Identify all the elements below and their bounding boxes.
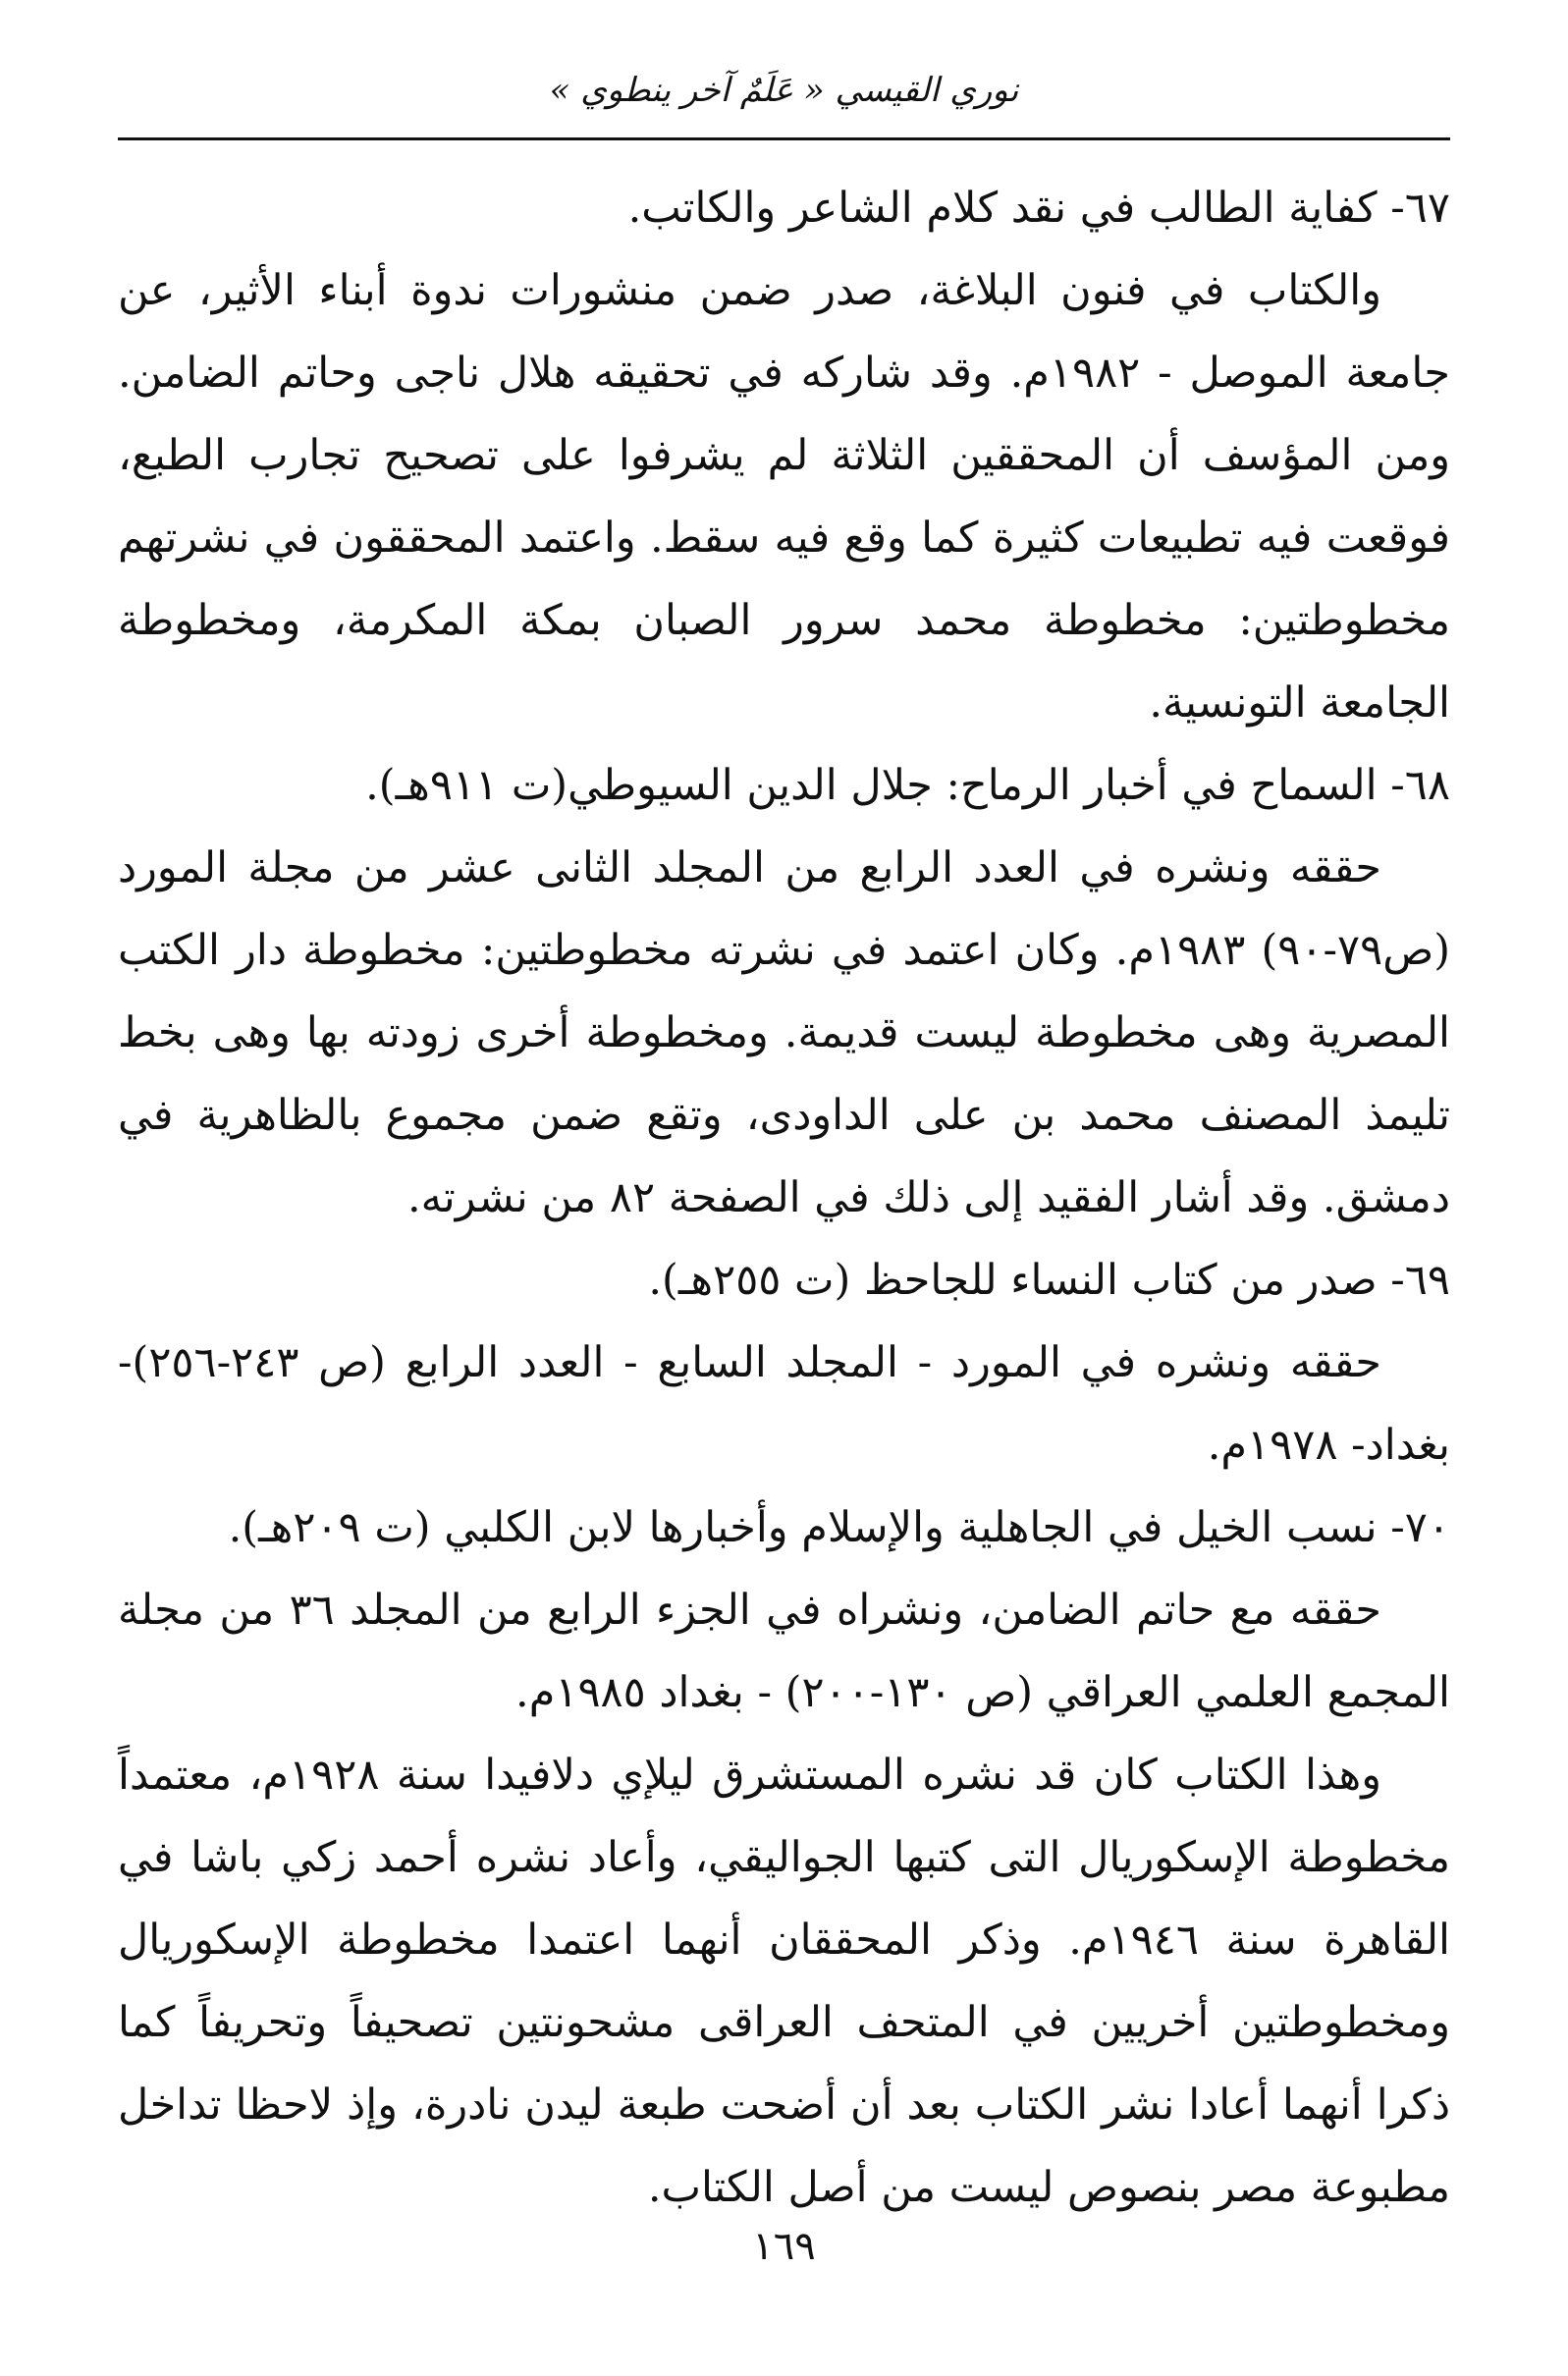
entry-70: ٧٠- نسب الخيل في الجاهلية والإسلام وأخبارها لابن الكلبي (ت ٢٠٩هـ). xyxy=(228,1503,1450,1552)
entry-68: ٦٨- السماح في أخبار الرماح: جلال الدين السيوطي(ت ٩١١هـ). xyxy=(365,761,1450,810)
paragraph-68: حققه ونشره في العدد الرابع من المجلد الثانى عشر من مجلة المورد (ص٧٩-٩٠) ١٩٨٣م. وكان اعتمد في نشرته مخطوطتين: مخطوطة دار الكتب المصرية وهى مخطوطة ليست قديمة. ومخطوطة أخرى زودته بها وهى بخط تليمذ المصنف محمد بن على الداودى، وتقع ضمن مجموع بالظاهرية في دمشق. وقد أشار الفقيد إلى ذلك في الصفحة ٨٢ من نشرته. xyxy=(118,843,1450,1222)
body-text xyxy=(118,167,1450,2229)
running-head: نوري القيسي « عَلَمٌ آخر ينطوي » xyxy=(549,71,1019,110)
entry-69: ٦٩- صدر من كتاب النساء للجاحظ (ت ٢٥٥هـ). xyxy=(648,1256,1450,1305)
page-number: ١٦٩ xyxy=(752,2224,816,2269)
paragraph-67: والكتاب في فنون البلاغة، صدر ضمن منشورات ندوة أبناء الأثير، عن جامعة الموصل - ١٩٨٢م. وقد شاركه في تحقيقه هلال ناجى وحاتم الضامن. ومن المؤسف أن المحققين الثلاثة لم يشرفوا على تصحيح تجارب الطبع، فوقعت فيه تطبيعات كثيرة كما وقع فيه سقط. واعتمد المحققون في نشرتهم مخطوطتين: مخطوطة محمد سرور الصبان بمكة المكرمة، ومخطوطة الجامعة التونسية. xyxy=(118,266,1450,728)
entry-67: ٦٧- كفاية الطالب في نقد كلام الشاعر والكاتب. xyxy=(627,184,1450,233)
paragraph-70-continued: وهذا الكتاب كان قد نشره المستشرق ليلإي دلافيدا سنة ١٩٢٨م، معتمداً مخطوطة الإسكوريال التى كتبها الجواليقي، وأعاد نشره أحمد زكي باشا في القاهرة سنة ١٩٤٦م. وذكر المحققان أنهما اعتمدا مخطوطة الإسكوريال ومخطوطتين أخريين في المتحف العراقى مشحونتين تصحيفاً وتحريفاً كما ذكرا أنهما أعادا نشر الكتاب بعد أن أضحت طبعة ليدن نادرة، وإذ لاحظا تداخل مطبوعة مصر بنصوص ليست من أصل الكتاب. xyxy=(118,1751,1450,2212)
paragraph-70: حققه مع حاتم الضامن، ونشراه في الجزء الرابع من المجلد ٣٦ من مجلة المجمع العلمي العراقي (ص ١٣٠-٢٠٠) - بغداد ١٩٨٥م. xyxy=(118,1586,1450,1717)
header-rule xyxy=(118,137,1450,140)
paragraph-69: حققه ونشره في المورد - المجلد السابع - العدد الرابع (ص ٢٤٣-٢٥٦)- بغداد- ١٩٧٨م. xyxy=(118,1338,1450,1470)
